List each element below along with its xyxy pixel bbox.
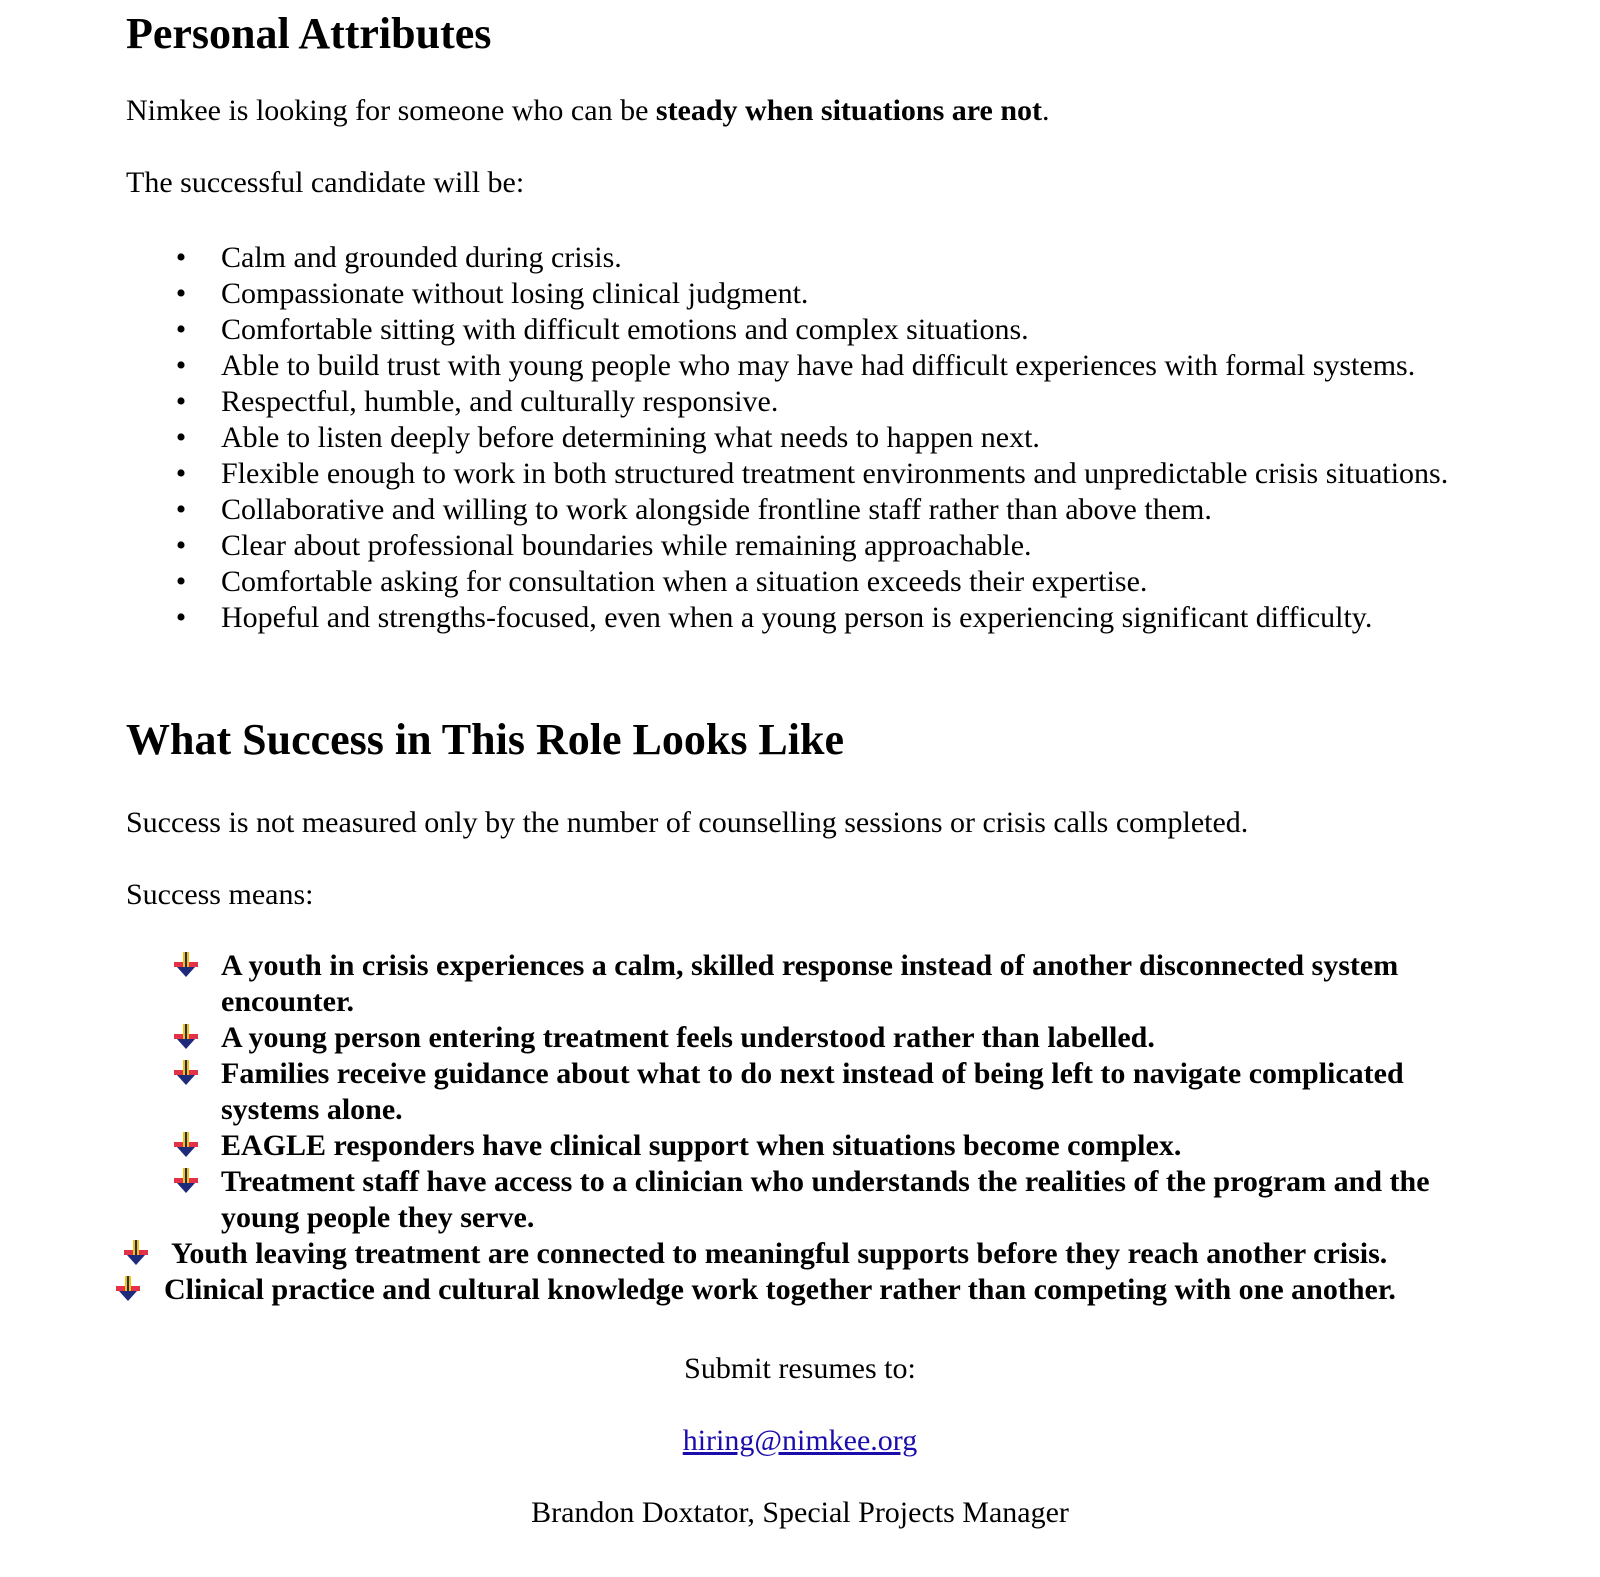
list-item-text: Treatment staff have access to a clinician who understands the realities of the program and the young people they serve.	[221, 1165, 1430, 1234]
arrow-bullet-icon	[174, 1024, 198, 1050]
attributes-list	[0, 240, 1511, 636]
success-list	[0, 948, 1504, 1308]
list-item-text: Flexible enough to work in both structured treatment environments and unpredictable crisis situations.	[221, 457, 1449, 490]
list-item-text: Respectful, humble, and culturally responsive.	[221, 385, 779, 418]
list-item	[0, 948, 1481, 1020]
list-item-text: Collaborative and willing to work alongside frontline staff rather than above them.	[221, 493, 1212, 526]
list-item-text: Comfortable asking for consultation when a situation exceeds their expertise.	[221, 565, 1148, 598]
list-item	[0, 384, 1511, 420]
candidate-lead: The successful candidate will be:	[126, 166, 525, 199]
list-item-text: Comfortable sitting with difficult emotions and complex situations.	[221, 313, 1029, 346]
bullet-icon: •	[175, 313, 187, 346]
bullet-icon: •	[175, 457, 187, 490]
list-item	[0, 312, 1511, 348]
arrow-bullet-icon	[124, 1240, 148, 1266]
list-item-text: Able to build trust with young people who may have had difficult experiences with formal systems.	[221, 349, 1416, 382]
list-item-text: Youth leaving treatment are connected to meaningful supports before they reach another crisis.	[171, 1237, 1388, 1270]
list-item-text: Able to listen deeply before determining what needs to happen next.	[221, 421, 1040, 454]
success-lead: Success means:	[126, 878, 314, 911]
section-heading-personal-attributes: Personal Attributes	[126, 9, 492, 58]
list-item	[0, 1128, 1481, 1164]
list-item	[0, 456, 1511, 492]
arrow-bullet-icon	[174, 1132, 198, 1158]
bullet-icon: •	[175, 493, 187, 526]
email-paragraph	[0, 1426, 1600, 1456]
list-item-text: A young person entering treatment feels understood rather than labelled.	[221, 1021, 1155, 1054]
list-item	[0, 1020, 1481, 1056]
list-item-text: Families receive guidance about what to do next instead of being left to navigate complicated systems alone.	[221, 1057, 1404, 1126]
list-item-text: Clear about professional boundaries while remaining approachable.	[221, 529, 1032, 562]
intro-text: Nimkee is looking for someone who can be	[126, 94, 656, 127]
list-item-text: A youth in crisis experiences a calm, skilled response instead of another disconnected system encounter.	[221, 949, 1399, 1018]
bullet-icon: •	[175, 349, 187, 382]
list-item	[0, 1164, 1481, 1236]
intro-period: .	[1042, 94, 1050, 127]
arrow-bullet-icon	[116, 1276, 140, 1302]
bullet-icon: •	[175, 421, 187, 454]
list-item	[0, 600, 1511, 636]
arrow-bullet-icon	[174, 1060, 198, 1086]
bullet-icon: •	[175, 385, 187, 418]
list-item	[0, 1272, 1504, 1308]
success-intro: Success is not measured only by the number of counselling sessions or crisis calls completed.	[126, 806, 1249, 839]
list-item	[0, 420, 1511, 456]
list-item	[0, 1236, 1491, 1272]
list-item	[0, 1056, 1481, 1128]
arrow-bullet-icon	[174, 1168, 198, 1194]
email-link[interactable]: hiring@nimkee.org	[682, 1424, 918, 1457]
list-item	[0, 564, 1511, 600]
list-item-text: Clinical practice and cultural knowledge work together rather than competing with one another.	[164, 1273, 1396, 1306]
bullet-icon: •	[175, 601, 187, 634]
list-item-text: Compassionate without losing clinical judgment.	[221, 277, 809, 310]
list-item-text: EAGLE responders have clinical support when situations become complex.	[221, 1129, 1182, 1162]
bullet-icon: •	[175, 277, 187, 310]
arrow-bullet-icon	[174, 952, 198, 978]
list-item-text: Calm and grounded during crisis.	[221, 241, 622, 274]
list-item-text: Hopeful and strengths-focused, even when a young person is experiencing significant difficulty.	[221, 601, 1373, 634]
bullet-icon: •	[175, 241, 187, 274]
list-item	[0, 348, 1511, 384]
list-item	[0, 240, 1511, 276]
list-item	[0, 528, 1511, 564]
submit-label: Submit resumes to:	[684, 1352, 916, 1385]
section-heading-success: What Success in This Role Looks Like	[126, 715, 845, 764]
bullet-icon: •	[175, 529, 187, 562]
intro-bold-text: steady when situations are not	[655, 94, 1043, 127]
signature: Brandon Doxtator, Special Projects Manager	[531, 1496, 1069, 1529]
list-item	[0, 276, 1511, 312]
intro-paragraph	[126, 96, 1050, 126]
bullet-icon: •	[175, 565, 187, 598]
list-item	[0, 492, 1511, 528]
